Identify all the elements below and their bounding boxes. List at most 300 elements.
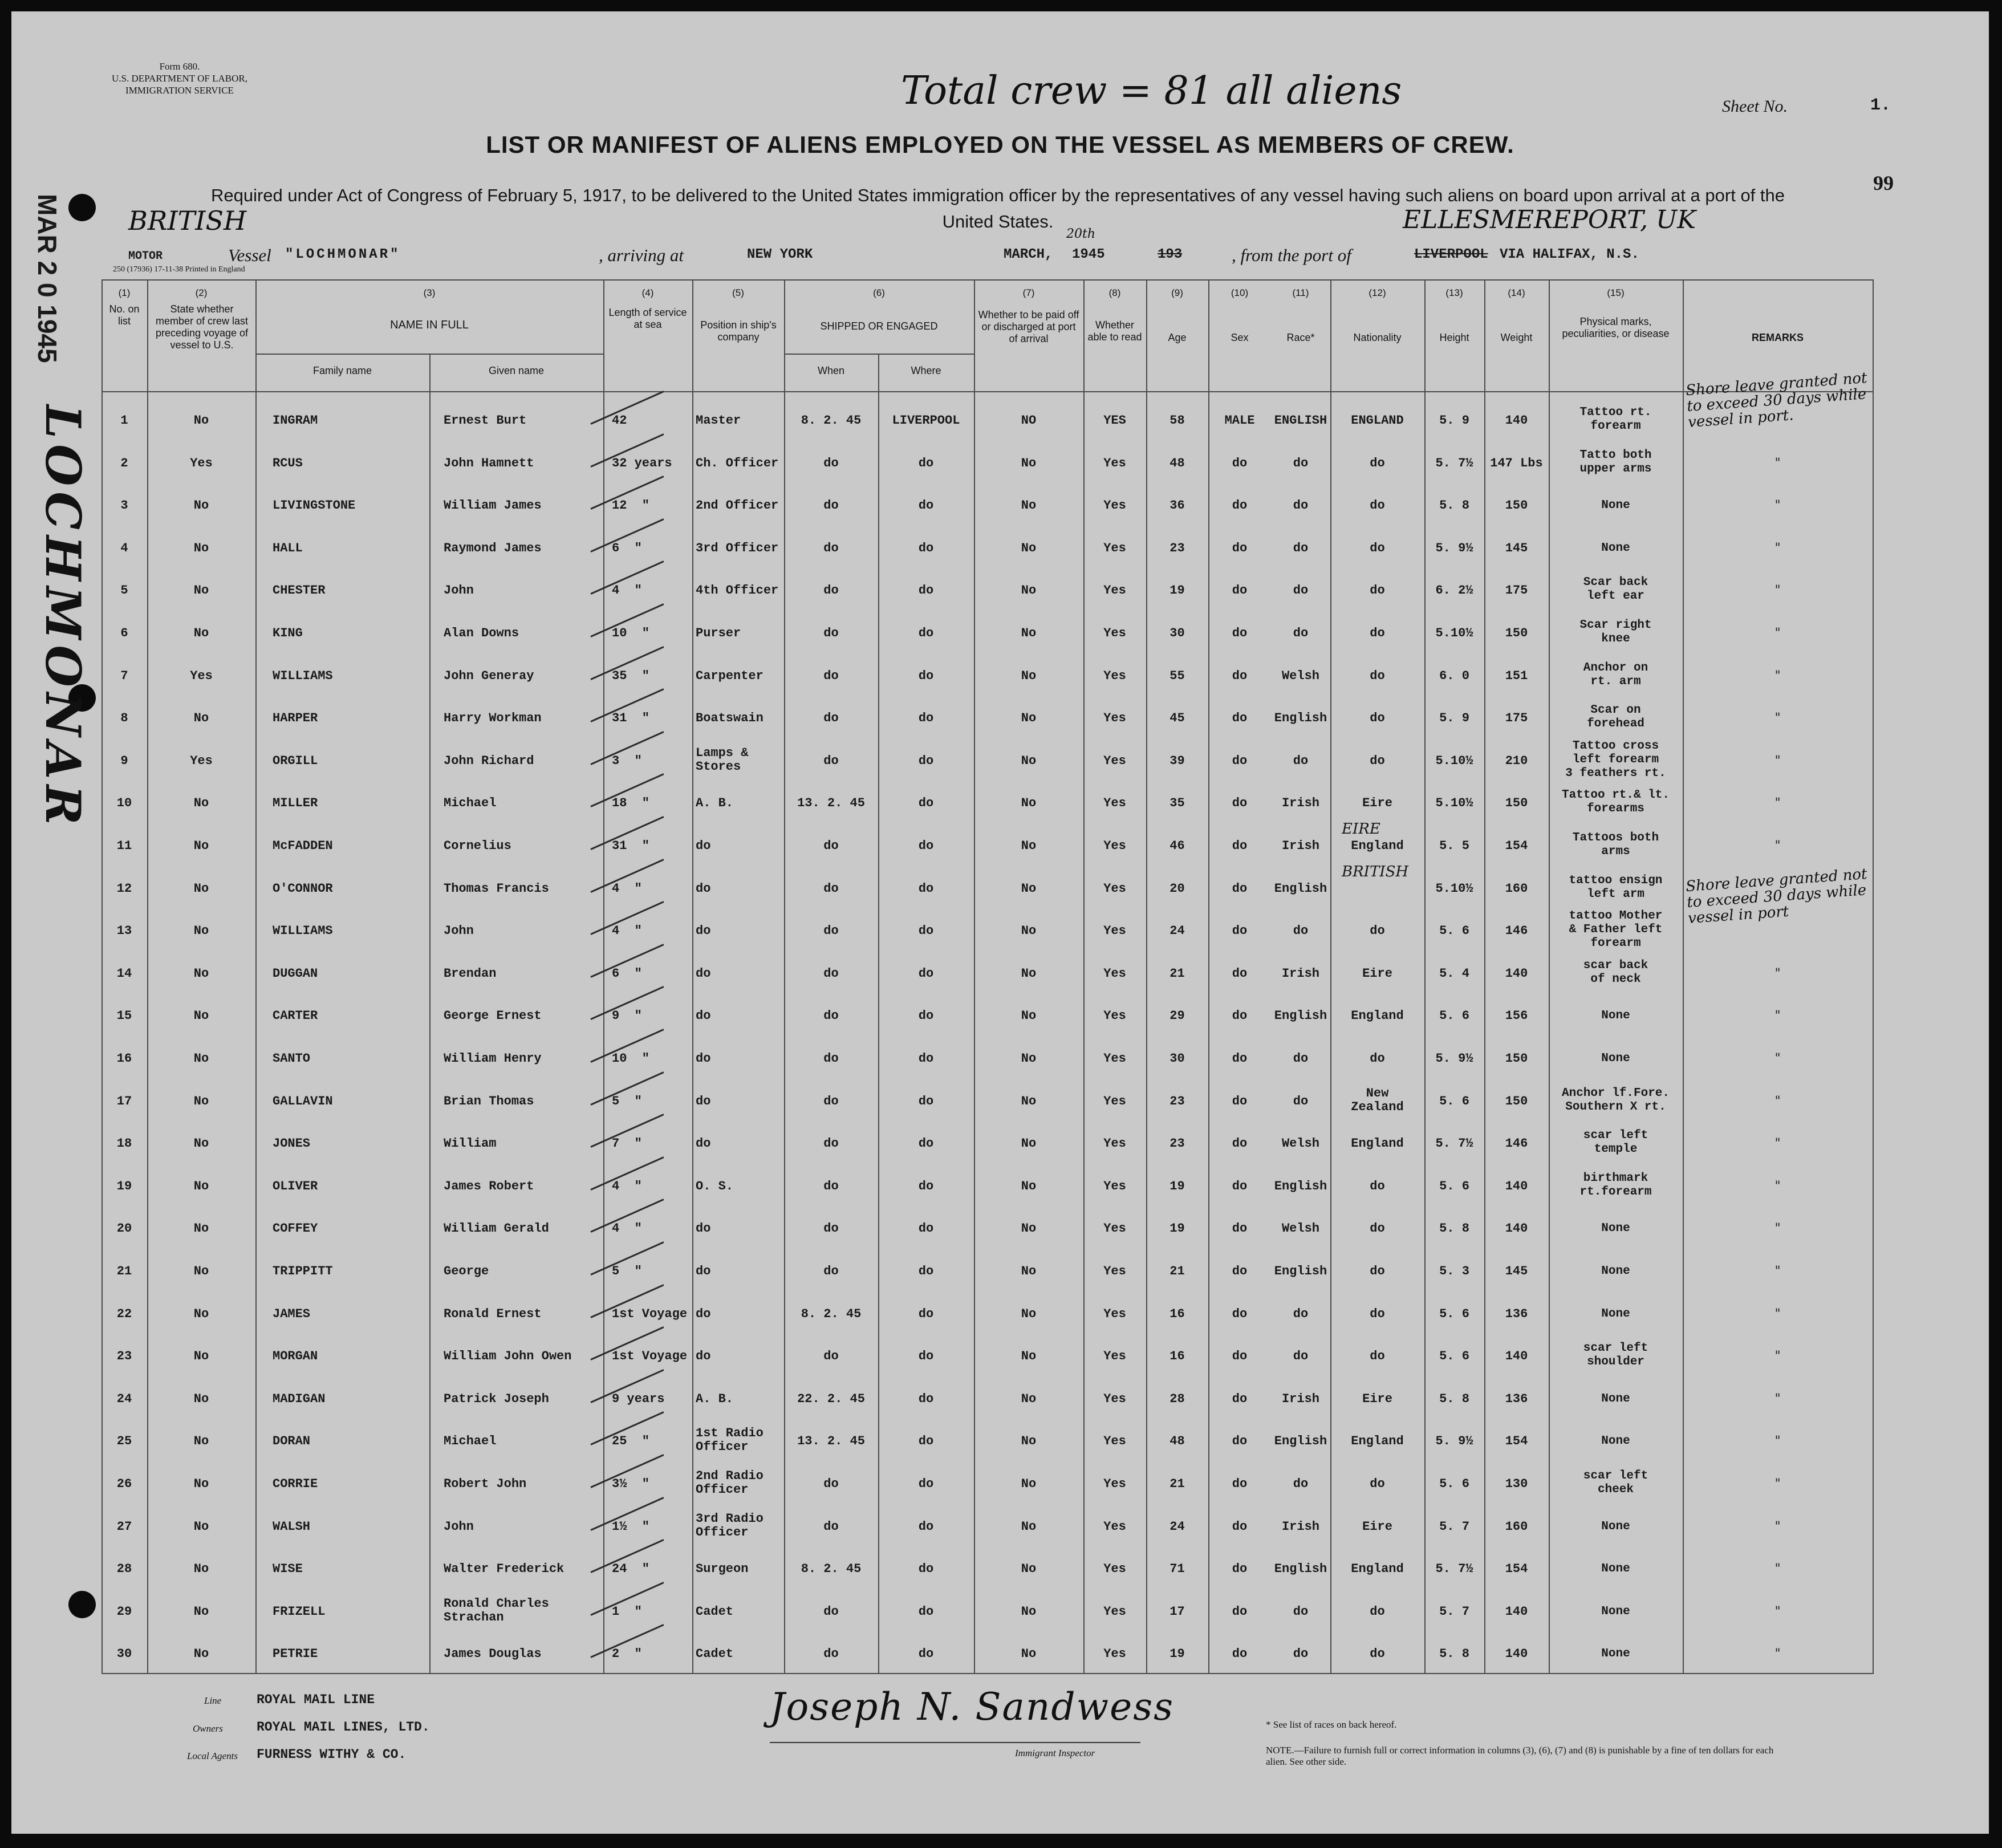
table-row [101, 655, 1874, 694]
cell-remark: " [1774, 1306, 1781, 1321]
cell-remark: " [1774, 839, 1781, 853]
cell-paid: No [1021, 1136, 1037, 1151]
cell-marks: None [1601, 499, 1630, 513]
cell-sex: do [1232, 881, 1248, 896]
cell-remark: " [1774, 1264, 1781, 1278]
cell-when: do [823, 1349, 839, 1364]
cell-race: Irish [1281, 796, 1319, 811]
cell-age: 48 [1169, 1434, 1185, 1449]
cell-no: 2 [120, 456, 128, 470]
from-port-label: , from the port of [1232, 245, 1351, 265]
cell-where: do [918, 498, 934, 513]
cell-position: Master [696, 413, 741, 428]
cell-age: 48 [1169, 456, 1185, 470]
cell-age: 55 [1169, 668, 1185, 683]
cell-prev: Yes [190, 668, 213, 683]
col-head-weight: Weight [1500, 332, 1533, 343]
cell-sex: do [1232, 1391, 1248, 1406]
cell-sex: do [1232, 668, 1248, 683]
signature-line [770, 1742, 1140, 1743]
cell-family: CARTER [273, 1009, 318, 1023]
cell-read: Yes [1103, 1647, 1126, 1662]
cell-no: 3 [120, 498, 128, 513]
cell-marks: None [1601, 1265, 1630, 1278]
cell-race: do [1293, 1647, 1309, 1662]
cell-marks: Scar on forehead [1587, 704, 1644, 731]
cell-no: 23 [116, 1349, 132, 1364]
cell-sex: do [1232, 1434, 1248, 1449]
cell-remark: " [1774, 541, 1781, 555]
cell-race: English [1274, 1179, 1327, 1193]
cell-given: Raymond James [444, 541, 542, 555]
cell-read: Yes [1103, 966, 1126, 981]
cell-weight: 140 [1505, 1221, 1528, 1236]
cell-family: RCUS [273, 456, 303, 470]
cell-prev: No [193, 1179, 209, 1193]
cell-remark: " [1774, 711, 1781, 726]
cell-sex: do [1232, 1477, 1248, 1491]
form-heading [112, 60, 247, 96]
cell-age: 19 [1169, 1647, 1185, 1662]
cell-service: 6 " [612, 966, 642, 981]
cell-when: 22. 2. 45 [797, 1391, 865, 1406]
cell-where: do [918, 1306, 934, 1321]
cell-where: do [918, 1009, 934, 1023]
vessel-type: MOTOR [128, 250, 163, 263]
cell-where: do [918, 1519, 934, 1534]
cell-sex: do [1232, 924, 1248, 939]
cell-race: do [1293, 456, 1309, 470]
cell-position: 2nd Radio Officer [696, 1469, 764, 1497]
cell-sex: do [1232, 498, 1248, 513]
cell-given: James Douglas [444, 1647, 542, 1662]
cell-height: 5. 6 [1439, 924, 1469, 939]
cell-read: Yes [1103, 583, 1126, 598]
cell-where: do [918, 796, 934, 811]
col-head-race: Race* [1286, 332, 1315, 343]
cell-given: James Robert [444, 1179, 534, 1193]
cell-given: Alan Downs [444, 626, 519, 640]
cell-height: 5.10½ [1435, 796, 1473, 811]
manifest-sheet [11, 11, 1989, 1834]
cell-read: Yes [1103, 881, 1126, 896]
cell-service: 18 " [612, 796, 650, 811]
cell-marks: scar back of neck [1583, 958, 1648, 986]
cell-where: do [918, 1604, 934, 1619]
cell-prev: No [193, 626, 209, 640]
cell-no: 14 [116, 966, 132, 981]
cell-position: 3rd Radio Officer [696, 1511, 764, 1540]
cell-weight: 156 [1505, 1009, 1528, 1023]
cell-given: William James [444, 498, 542, 513]
table-row [101, 569, 1874, 609]
cell-height: 5. 7½ [1435, 1562, 1473, 1577]
cell-service: 4 " [612, 924, 642, 939]
cell-nat: Eire [1362, 796, 1392, 811]
cell-family: McFADDEN [273, 839, 333, 853]
side-vessel-name: LOCHMONAR [35, 405, 91, 831]
col-num-11: (11) [1292, 287, 1309, 298]
cell-race: do [1293, 498, 1309, 513]
cell-position: 2nd Officer [696, 498, 779, 513]
cell-weight: 154 [1505, 1562, 1528, 1577]
cell-prev: No [193, 796, 209, 811]
cell-weight: 150 [1505, 1051, 1528, 1066]
cell-sex: do [1232, 796, 1248, 811]
table-row [101, 1463, 1874, 1502]
cell-paid: No [1021, 1434, 1037, 1449]
page-title: LIST OR MANIFEST OF ALIENS EMPLOYED ON THE VESSEL AS MEMBERS OF CREW. [486, 131, 1514, 158]
arrival-port: NEW YORK [747, 247, 813, 262]
col-num-10: (10) [1231, 287, 1249, 298]
cell-weight: 210 [1505, 753, 1528, 768]
table-row [101, 442, 1874, 482]
cell-prev: No [193, 1306, 209, 1321]
cell-service: 7 " [612, 1136, 642, 1151]
cell-when: do [823, 1136, 839, 1151]
cell-weight: 154 [1505, 1434, 1528, 1449]
cell-marks: None [1601, 1009, 1630, 1023]
cell-when: do [823, 881, 839, 896]
cell-where: LIVERPOOL [892, 413, 960, 428]
cell-when: do [823, 1051, 839, 1066]
cell-age: 36 [1169, 498, 1185, 513]
cell-marks: None [1601, 1392, 1630, 1406]
cell-when: 8. 2. 45 [801, 1562, 862, 1577]
cell-age: 24 [1169, 1519, 1185, 1534]
form-number: Form 680. [159, 61, 200, 72]
cell-height: 5. 7½ [1435, 1136, 1473, 1151]
cell-nat: England [1351, 1434, 1404, 1449]
cell-nat: do [1370, 1477, 1385, 1491]
cell-remark: " [1774, 1009, 1781, 1023]
cell-paid: No [1021, 796, 1037, 811]
cell-position: do [696, 1094, 711, 1108]
cell-where: do [918, 668, 934, 683]
owners-label: Owners [193, 1723, 223, 1734]
cell-height: 5. 9½ [1435, 541, 1473, 555]
cell-weight: 150 [1505, 498, 1528, 513]
cell-paid: No [1021, 1179, 1037, 1193]
cell-service: 12 " [612, 498, 650, 513]
cell-age: 20 [1169, 881, 1185, 896]
cell-nat-handwritten: BRITISH [1342, 863, 1409, 880]
printed-note: 250 (17936) 17-11-38 Printed in England [113, 265, 245, 274]
cell-no: 16 [116, 1051, 132, 1066]
table-row [101, 1548, 1874, 1587]
cell-paid: No [1021, 966, 1037, 981]
cell-remark: " [1774, 1647, 1781, 1662]
cell-read: Yes [1103, 1306, 1126, 1321]
cell-prev: No [193, 1264, 209, 1278]
col-num-9: (9) [1171, 287, 1183, 298]
cell-family: MILLER [273, 796, 318, 811]
cell-race: do [1293, 1051, 1309, 1066]
cell-paid: No [1021, 839, 1037, 853]
cell-no: 28 [116, 1562, 132, 1577]
cell-marks: Scar right knee [1579, 619, 1652, 645]
table-row [101, 863, 1874, 907]
cell-sex: MALE [1224, 413, 1255, 428]
cell-nat: do [1370, 1179, 1385, 1193]
cell-nat: do [1370, 626, 1385, 640]
cell-age: 29 [1169, 1009, 1185, 1023]
cell-age: 46 [1169, 839, 1185, 853]
col-head-remarks: REMARKS [1751, 332, 1804, 343]
table-row [101, 1207, 1874, 1247]
table-row [101, 527, 1874, 567]
cell-no: 1 [120, 413, 128, 428]
cell-position: do [696, 1264, 711, 1278]
cell-age: 21 [1169, 966, 1185, 981]
inspector-signature: Joseph N. Sandwess [770, 1685, 1174, 1729]
cell-given: John [444, 924, 474, 939]
cell-where: do [918, 1349, 934, 1364]
cell-where: do [918, 1391, 934, 1406]
cell-family: MORGAN [273, 1349, 318, 1364]
cell-weight: 140 [1505, 1647, 1528, 1662]
row-rule [784, 354, 975, 355]
agents-value: FURNESS WITHY & CO. [257, 1747, 407, 1762]
cell-no: 9 [120, 753, 128, 768]
cell-nat: England [1351, 1562, 1404, 1577]
table-row [101, 697, 1874, 737]
cell-nat: England [1351, 1136, 1404, 1151]
cell-family: O'CONNOR [273, 881, 333, 896]
cell-read: Yes [1103, 1391, 1126, 1406]
cell-when: do [823, 1519, 839, 1534]
cell-family: MADIGAN [273, 1391, 326, 1406]
cell-remark: " [1774, 1434, 1781, 1449]
cell-sex: do [1232, 456, 1248, 470]
col-head-position: Position in ship's company [700, 319, 777, 343]
arriving-label: , arriving at [599, 245, 684, 265]
cell-age: 23 [1169, 1136, 1185, 1151]
cell-no: 25 [116, 1434, 132, 1449]
cell-position: do [696, 1009, 711, 1023]
cell-position: Lamps & Stores [696, 745, 749, 774]
cell-given: Harry Workman [444, 711, 542, 726]
cell-race: English [1274, 881, 1327, 896]
row-rule [101, 391, 1874, 392]
cell-height: 5. 8 [1439, 1647, 1469, 1662]
cell-when: do [823, 1604, 839, 1619]
cell-paid: No [1021, 626, 1037, 640]
cell-when: do [823, 924, 839, 939]
cell-sex: do [1232, 583, 1248, 598]
cell-paid: No [1021, 668, 1037, 683]
cell-no: 15 [116, 1009, 132, 1023]
cell-weight: 160 [1505, 1519, 1528, 1534]
cell-remark: " [1774, 796, 1781, 811]
cell-given: Ernest Burt [444, 413, 527, 428]
cell-no: 8 [120, 711, 128, 726]
arrival-year: 1945 [1072, 247, 1105, 262]
cell-service: 5 " [612, 1094, 642, 1108]
cell-service: 31 " [612, 711, 650, 726]
cell-read: Yes [1103, 1009, 1126, 1023]
table-row [101, 1293, 1874, 1333]
cell-paid: No [1021, 1009, 1037, 1023]
cell-height: 5. 6 [1439, 1349, 1469, 1364]
cell-position: do [696, 1349, 711, 1364]
cell-remark: " [1774, 456, 1781, 470]
cell-prev: No [193, 1221, 209, 1236]
cell-when: do [823, 1094, 839, 1108]
cell-given: William John Owen [444, 1349, 572, 1364]
cell-paid: No [1021, 1647, 1037, 1662]
cell-prev: Yes [190, 456, 213, 470]
cell-marks: scar left temple [1583, 1129, 1648, 1156]
cell-nat: do [1370, 924, 1385, 939]
col-head-paid-off: Whether to be paid off or discharged at port of arrival [978, 309, 1079, 344]
cell-nat: do [1370, 1306, 1385, 1321]
cell-marks: Tatto both upper arms [1579, 448, 1652, 476]
cell-race: English [1274, 711, 1327, 726]
cell-remark: " [1774, 753, 1781, 768]
cell-nat: do [1370, 541, 1385, 555]
cell-race: do [1293, 1477, 1309, 1491]
table-row [101, 612, 1874, 652]
cell-family: JAMES [273, 1306, 311, 1321]
cell-read: Yes [1103, 668, 1126, 683]
cell-sex: do [1232, 626, 1248, 640]
cell-prev: No [193, 924, 209, 939]
cell-given: George [444, 1264, 489, 1278]
cell-no: 24 [116, 1391, 132, 1406]
cell-read: Yes [1103, 1179, 1126, 1193]
cell-prev: No [193, 1094, 209, 1108]
cell-paid: No [1021, 1264, 1037, 1278]
cell-marks: Tattoos both arms [1572, 831, 1659, 858]
cell-age: 19 [1169, 583, 1185, 598]
cell-remark: " [1774, 1179, 1781, 1193]
sheet-label: Sheet No. [1722, 97, 1788, 116]
cell-family: DUGGAN [273, 966, 318, 981]
cell-age: 28 [1169, 1391, 1185, 1406]
cell-family: JONES [273, 1136, 311, 1151]
cell-sex: do [1232, 839, 1248, 853]
col-head-where: Where [911, 365, 941, 376]
cell-weight: 151 [1505, 668, 1528, 683]
cell-remark: " [1774, 1051, 1781, 1066]
cell-family: COFFEY [273, 1221, 318, 1236]
handwritten-total: Total crew = 81 all aliens [901, 68, 1402, 113]
cell-where: do [918, 1136, 934, 1151]
cell-no: 17 [116, 1094, 132, 1108]
service-name: IMMIGRATION SERVICE [125, 85, 234, 96]
cell-paid: No [1021, 1051, 1037, 1066]
cell-no: 29 [116, 1604, 132, 1619]
cell-sex: do [1232, 1264, 1248, 1278]
port-handwritten: ELLESMEREPORT, UK [1403, 205, 1696, 234]
cell-service: 9 " [612, 1009, 642, 1023]
cell-height: 5. 5 [1439, 839, 1469, 853]
cell-sex: do [1232, 1009, 1248, 1023]
cell-paid: No [1021, 924, 1037, 939]
cell-remark: " [1774, 1604, 1781, 1619]
col-head-age: Age [1168, 332, 1187, 343]
cell-read: Yes [1103, 1562, 1126, 1577]
cell-given: William Gerald [444, 1221, 549, 1236]
table-row [101, 1505, 1874, 1545]
row-rule [101, 279, 1874, 281]
cell-marks: None [1601, 1052, 1630, 1065]
cell-no: 18 [116, 1136, 132, 1151]
cell-sex: do [1232, 966, 1248, 981]
cell-paid: No [1021, 1391, 1037, 1406]
cell-read: Yes [1103, 1604, 1126, 1619]
cell-sex: do [1232, 1306, 1248, 1321]
cell-prev: No [193, 1647, 209, 1662]
cell-service: 10 " [612, 626, 650, 640]
col-num-15: (15) [1607, 287, 1625, 298]
cell-given: Patrick Joseph [444, 1391, 549, 1406]
row-rule [255, 354, 603, 355]
cell-prev: No [193, 498, 209, 513]
cell-read: Yes [1103, 541, 1126, 555]
cell-weight: 140 [1505, 1179, 1528, 1193]
cell-when: do [823, 1264, 839, 1278]
cell-position: do [696, 1306, 711, 1321]
table-row [101, 1590, 1874, 1630]
cell-service: 31 " [612, 839, 650, 853]
cell-weight: 160 [1505, 881, 1528, 896]
cell-marks: scar left shoulder [1583, 1342, 1648, 1369]
cell-when: do [823, 1477, 839, 1491]
cell-marks: None [1601, 1307, 1630, 1321]
inspector-label: Immigrant Inspector [1015, 1748, 1095, 1758]
cell-given: Ronald Charles Strachan [444, 1596, 549, 1624]
cell-given: Ronald Ernest [444, 1306, 542, 1321]
cell-where: do [918, 626, 934, 640]
cell-where: do [918, 966, 934, 981]
cell-when: do [823, 711, 839, 726]
col-head-given-name: Given name [488, 365, 545, 376]
cell-paid: No [1021, 583, 1037, 598]
cell-when: 13. 2. 45 [797, 796, 865, 811]
cell-race: do [1293, 924, 1309, 939]
col-num-12: (12) [1368, 287, 1386, 298]
cell-read: Yes [1103, 753, 1126, 768]
cell-service: 1½ " [612, 1519, 650, 1534]
cell-remark: " [1774, 668, 1781, 683]
col-head-family-name: Family name [312, 365, 372, 376]
cell-no: 11 [116, 839, 132, 853]
cell-marks: None [1601, 541, 1630, 555]
col-num-7: (7) [1022, 287, 1035, 298]
cell-when: do [823, 498, 839, 513]
cell-where: do [918, 1179, 934, 1193]
cell-remark: " [1774, 1136, 1781, 1151]
cell-sex: do [1232, 711, 1248, 726]
table-row [101, 1335, 1874, 1375]
cell-no: 20 [116, 1221, 132, 1236]
cell-when: do [823, 753, 839, 768]
cell-where: do [918, 881, 934, 896]
cell-weight: 145 [1505, 1264, 1528, 1278]
cell-given: George Ernest [444, 1009, 542, 1023]
cell-height: 5. 7 [1439, 1519, 1469, 1534]
cell-read: Yes [1103, 711, 1126, 726]
cell-family: INGRAM [273, 413, 318, 428]
cell-read: Yes [1103, 498, 1126, 513]
cell-marks: None [1601, 1520, 1630, 1533]
remark-handwritten-12: Shore leave granted not to exceed 30 days while vessel in port [1685, 866, 1868, 928]
cell-service: 3 " [612, 753, 642, 768]
cell-given: John [444, 583, 474, 598]
cell-height: 5. 6 [1439, 1477, 1469, 1491]
